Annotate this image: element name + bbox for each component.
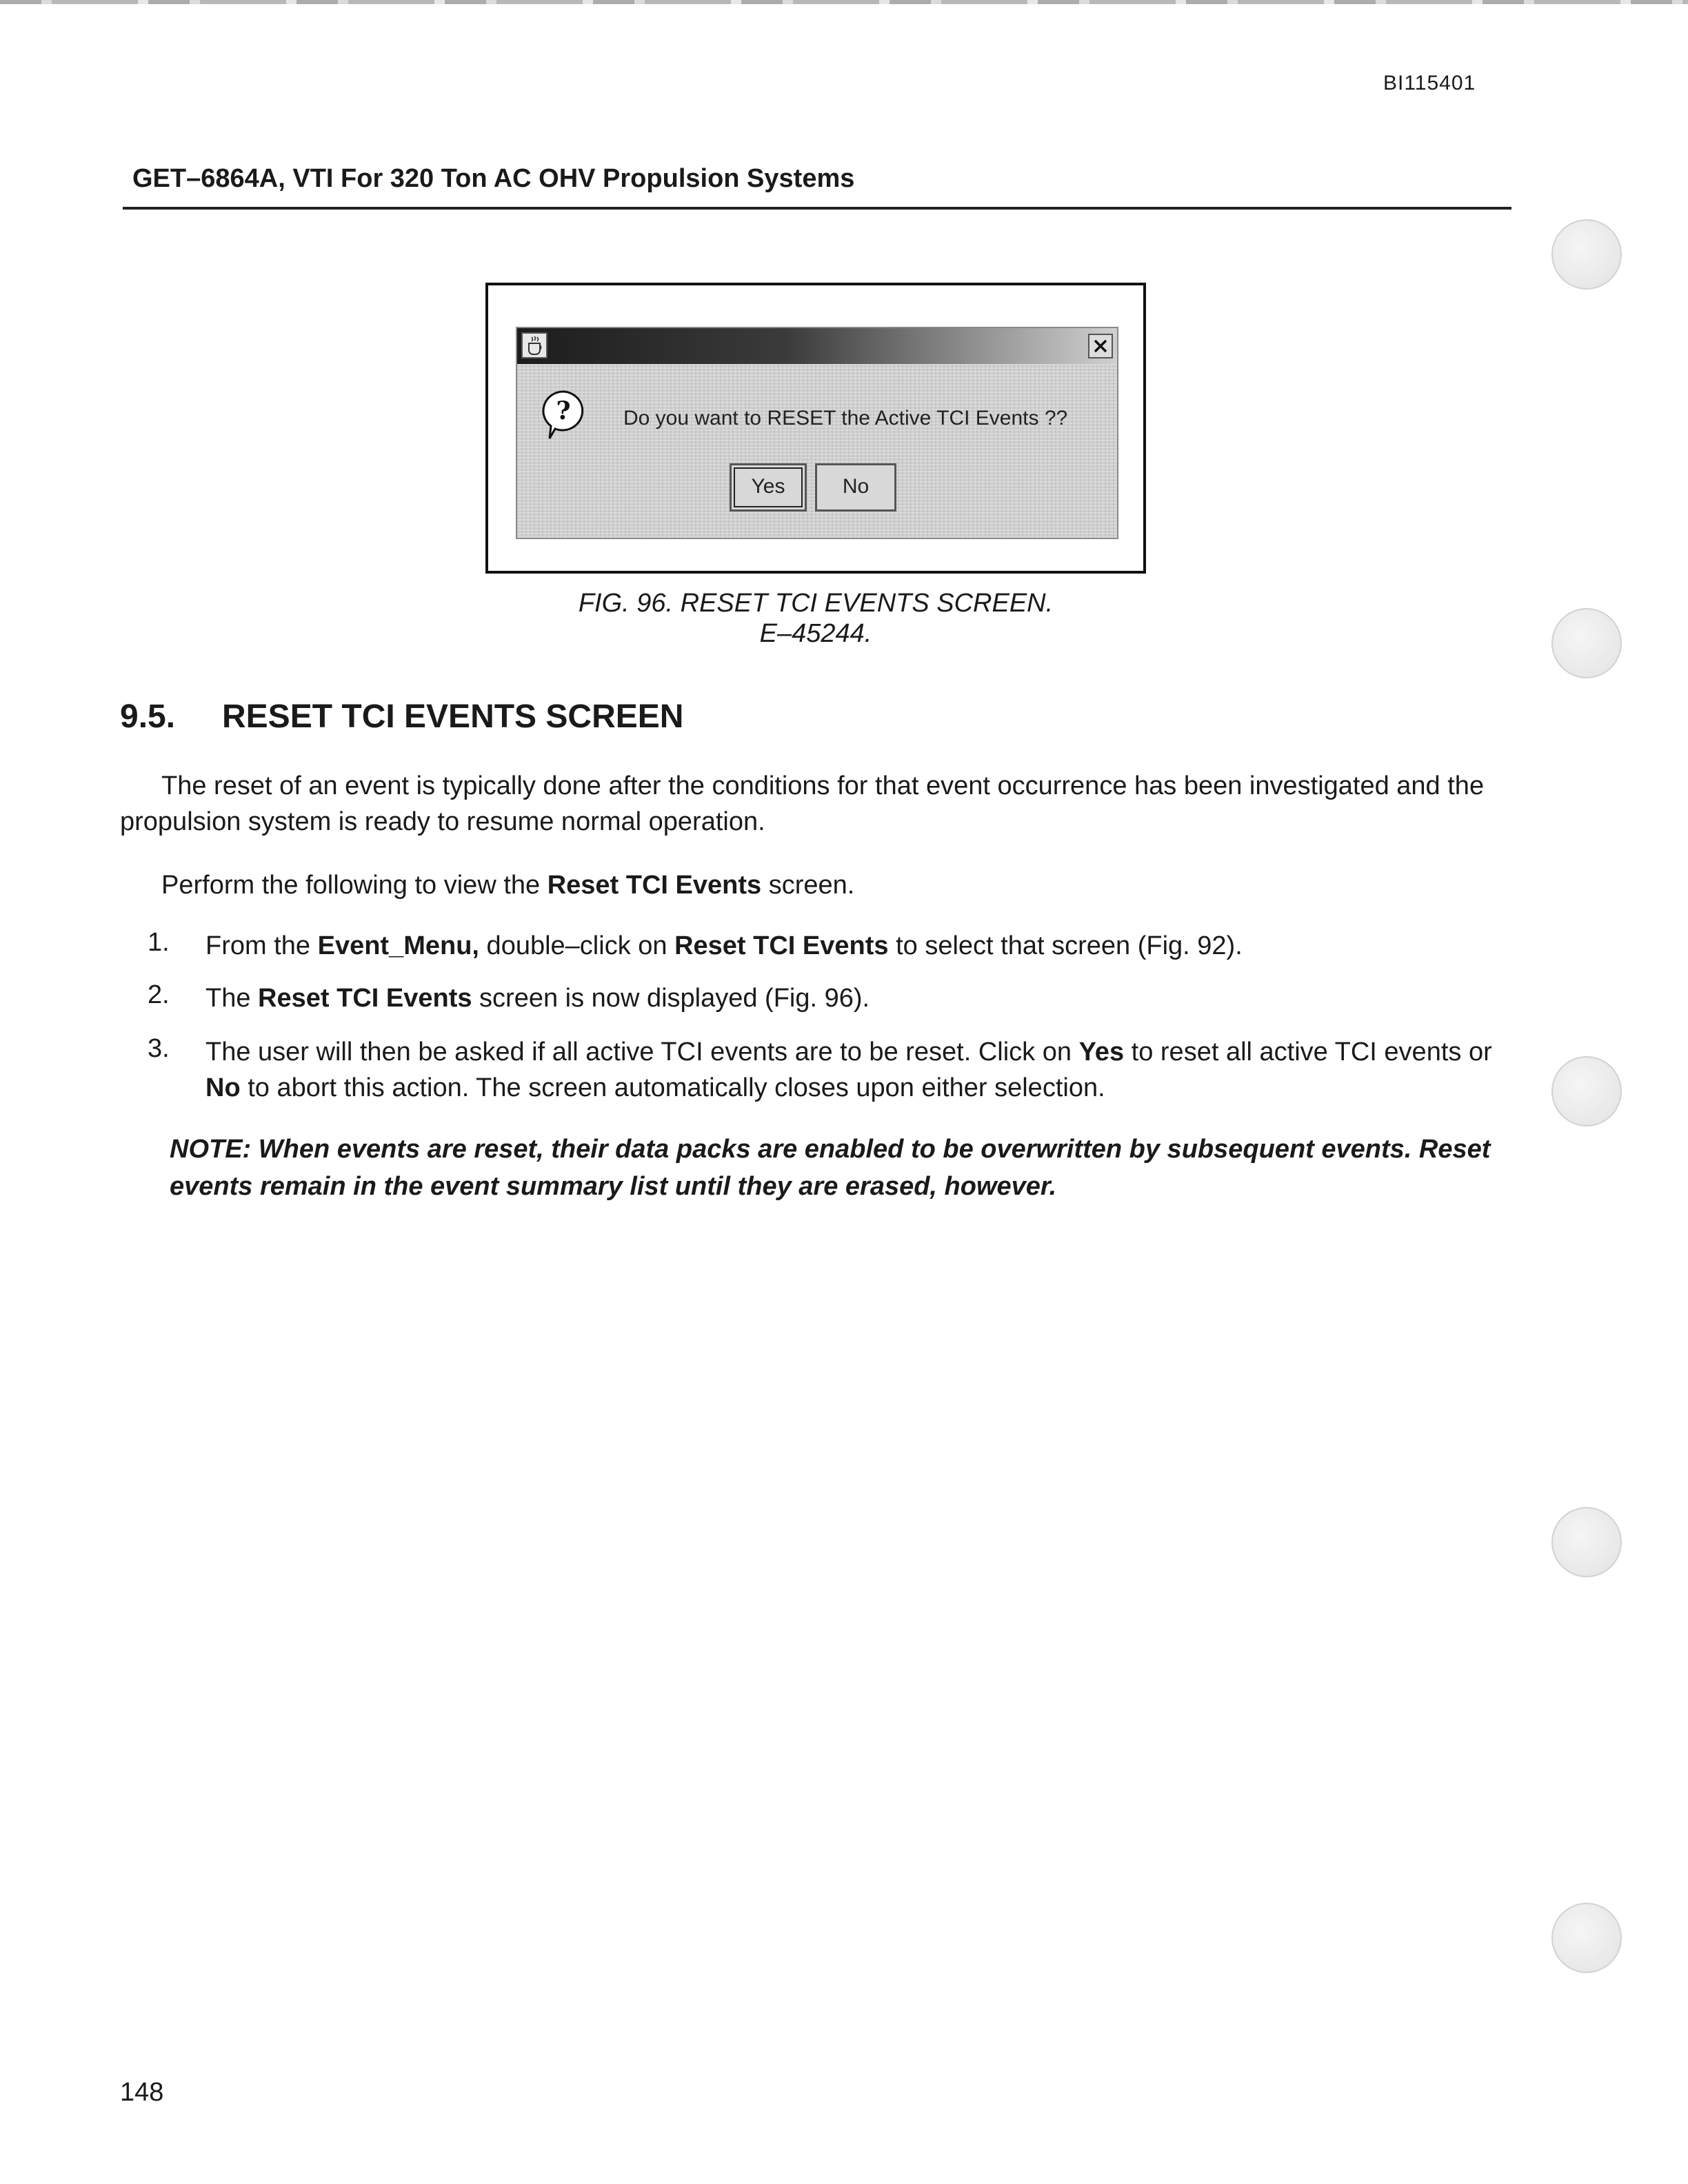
binder-hole-icon [1551,219,1622,290]
bold-run: Reset TCI Events [547,871,762,900]
app-icon [521,332,547,358]
header-rule [123,207,1511,210]
step-number: 3. [148,1034,170,1063]
bold-run: Yes [1078,1038,1125,1066]
figure-96-frame [485,283,1146,574]
binder-hole-icon [1551,608,1622,678]
binder-hole-icon [1551,1056,1622,1126]
bold-run: Event_Menu, [317,931,479,960]
text-run: Perform the following to view the [161,871,547,900]
text-run: to reset all active TCI events or [1124,1038,1492,1066]
text-run: to abort this action. The screen automatically closes upon either selection. [240,1073,1105,1102]
running-header: GET–6864A, VTI For 320 Ton AC OHV Propulsion Systems [132,164,855,193]
instruction-paragraph [161,867,854,903]
dialog-titlebar [517,328,1117,364]
text-run: screen is now displayed (Fig. 96). [472,984,870,1013]
step-text [205,1034,1513,1106]
svg-text:?: ? [556,396,571,425]
text-run: screen. [761,871,855,900]
section-number: 9.5. [120,698,176,735]
binder-hole-icon [1551,1903,1622,1973]
dialog-message: Do you want to RESET the Active TCI Events ?? [623,407,1068,429]
bold-run: Reset TCI Events [674,931,889,960]
step-text [205,980,1513,1016]
text-run: From the [205,931,318,960]
question-icon [541,389,586,441]
text-run: double–click on [479,931,675,960]
text-run: The user will then be asked if all active TCI events are to be reset. Click on [205,1038,1079,1066]
reset-confirm-dialog [516,327,1118,539]
bold-run: Reset TCI Events [258,984,472,1013]
close-icon [1089,335,1112,357]
scan-edge [0,0,1688,4]
step-number: 2. [148,980,170,1009]
bold-run: No [205,1073,241,1102]
section-title: RESET TCI EVENTS SCREEN [222,698,684,735]
text-run: The [205,984,259,1013]
no-button[interactable]: No [815,463,896,512]
document-id: BI115401 [1383,72,1476,94]
page-number: 148 [120,2078,164,2107]
note-text: NOTE: When events are reset, their data packs are enabled to be overwritten by subsequent events. Reset events remain in the event summary list until they are erased, however. [170,1135,1491,1201]
close-button[interactable] [1088,334,1113,358]
step-number: 1. [148,928,170,957]
intro-paragraph: The reset of an event is typically done after the conditions for that event occurrence has been investigated and the propulsion system is ready to resume normal operation. [120,771,1485,836]
binder-hole-icon [1551,1507,1622,1577]
yes-button[interactable]: Yes [730,463,807,512]
figure-id: E–45244. [759,619,872,648]
figure-caption: FIG. 96. RESET TCI EVENTS SCREEN. [578,589,1054,618]
step-text [205,928,1513,964]
text-run: to select that screen (Fig. 92). [888,931,1243,960]
